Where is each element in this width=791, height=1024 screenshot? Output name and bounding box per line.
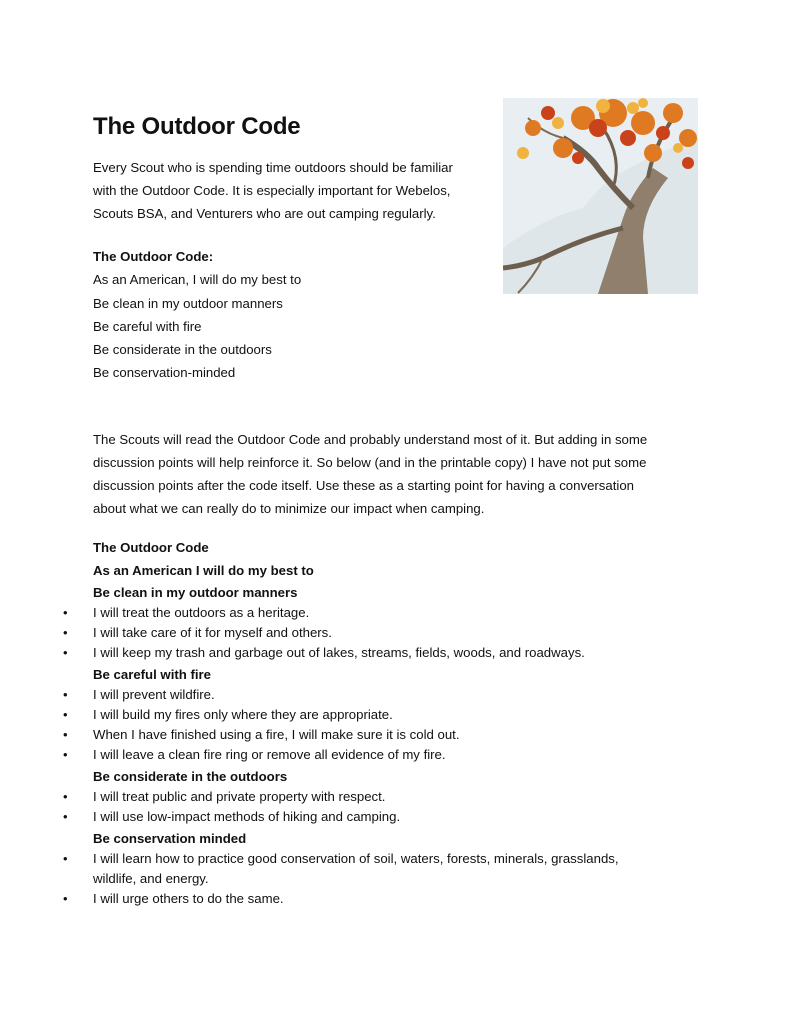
bullet: •	[63, 605, 68, 620]
bullet: •	[63, 809, 68, 824]
list-item: • I will treat public and private property with respect.	[93, 787, 733, 807]
outdoor-code-line: As an American, I will do my best to	[93, 272, 302, 288]
paragraph-line: discussion points after the code itself. Use these as a starting point for having a conversation	[93, 478, 634, 493]
bullet: •	[63, 789, 68, 804]
outdoor-code-line: Be considerate in the outdoors	[93, 342, 272, 358]
list-item: • I will build my fires only where they are appropriate.	[93, 705, 733, 725]
discussion-paragraph	[93, 428, 713, 520]
bullet: •	[63, 625, 68, 640]
list-item: • I will keep my trash and garbage out of lakes, streams, fields, woods, and roadways.	[93, 643, 733, 663]
section-title: Be conservation minded	[93, 831, 247, 846]
section-list	[63, 787, 733, 827]
section-list	[63, 685, 733, 765]
section-title: Be careful with fire	[93, 667, 211, 682]
section-list	[63, 603, 733, 663]
page-title: The Outdoor Code	[93, 113, 301, 140]
list-item: • I will use low-impact methods of hiking and camping.	[93, 807, 733, 827]
bullet: •	[63, 645, 68, 660]
bullet: •	[63, 851, 68, 866]
paragraph-line: about what we can really do to minimize our impact when camping.	[93, 501, 485, 516]
intro-line: with the Outdoor Code. It is especially important for Webelos,	[93, 183, 451, 198]
intro-line: Scouts BSA, and Venturers who are out camping regularly.	[93, 206, 436, 221]
intro-paragraph	[93, 156, 493, 225]
bullet: •	[63, 687, 68, 702]
outdoor-code-block	[93, 245, 301, 385]
section-title: Be considerate in the outdoors	[93, 769, 288, 784]
list-item: • I will treat the outdoors as a heritage.	[93, 603, 733, 623]
list-item: • I will leave a clean fire ring or remove all evidence of my fire.	[93, 745, 733, 765]
section-title: Be clean in my outdoor manners	[93, 585, 298, 600]
bullet: •	[63, 747, 68, 762]
bullet: •	[63, 727, 68, 742]
list-item: • I will take care of it for myself and others.	[93, 623, 733, 643]
bullet: •	[63, 707, 68, 722]
annotated-code-subheading: As an American I will do my best to	[93, 563, 314, 578]
list-item: • I will urge others to do the same.	[93, 889, 733, 909]
annotated-code-heading: The Outdoor Code	[93, 540, 209, 555]
section-list	[63, 849, 733, 909]
list-item: • I will prevent wildfire.	[93, 685, 733, 705]
outdoor-code-line: Be conservation-minded	[93, 365, 236, 381]
outdoor-code-line: Be careful with fire	[93, 318, 202, 334]
paragraph-line: The Scouts will read the Outdoor Code and probably understand most of it. But adding in some	[93, 432, 648, 447]
paragraph-line: discussion points will help reinforce it. So below (and in the printable copy) I have not put some	[93, 455, 647, 470]
outdoor-code-heading: The Outdoor Code:	[93, 249, 214, 264]
bullet: •	[63, 891, 68, 906]
list-item: • When I have finished using a fire, I will make sure it is cold out.	[93, 725, 733, 745]
intro-line: Every Scout who is spending time outdoors should be familiar	[93, 160, 453, 175]
list-item: • I will learn how to practice good conservation of soil, waters, forests, minerals, grasslands, wildlife, and energy.	[63, 851, 619, 886]
annotated-outdoor-code	[63, 538, 733, 909]
outdoor-code-line: Be clean in my outdoor manners	[93, 295, 283, 311]
autumn-tree-photo	[503, 98, 698, 294]
